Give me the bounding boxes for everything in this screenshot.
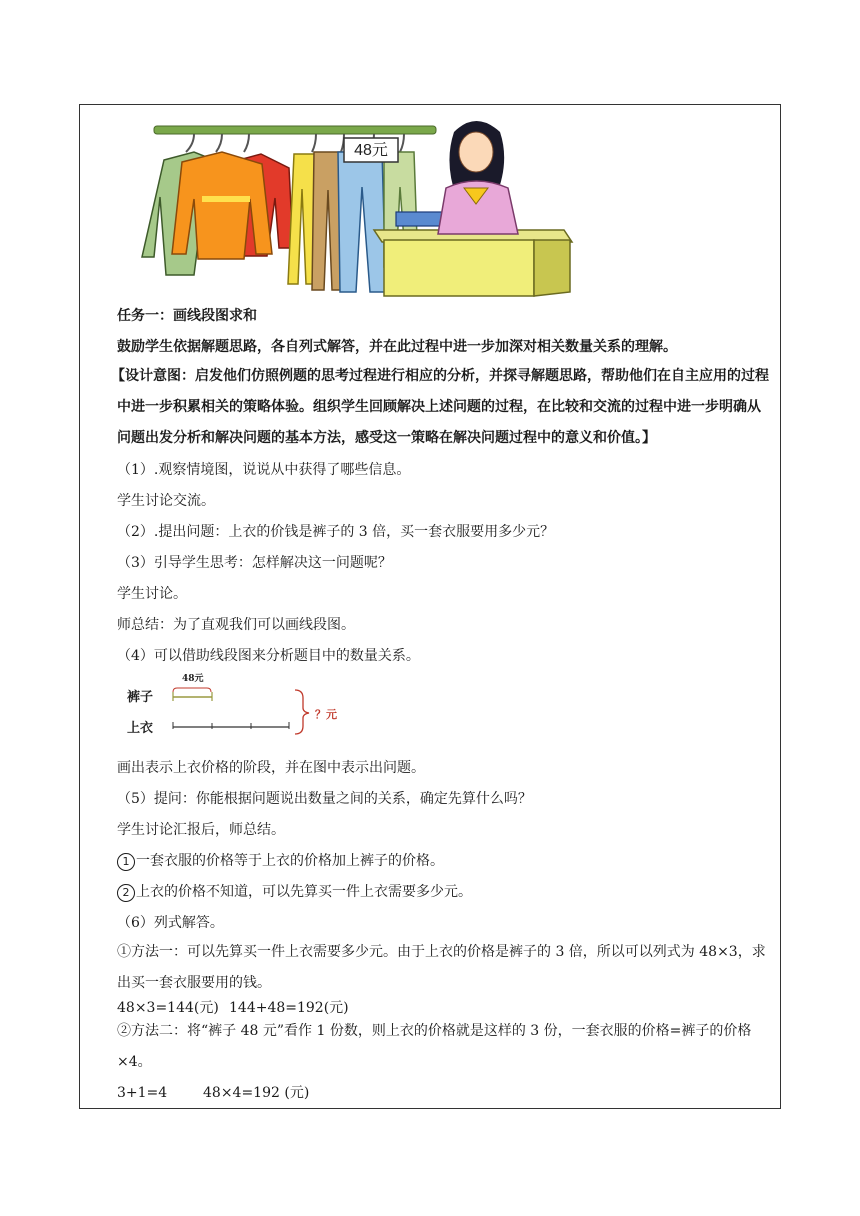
step-3: （3）引导学生思考：怎样解决这一问题呢？ [117, 555, 392, 571]
orange-coat [172, 152, 272, 259]
method-1: ①方法一：可以先算买一件上衣需要多少元。由于上衣的价格是裤子的 3 倍，所以可以列式为 48×3，求出买一套衣服要用的钱。 [117, 944, 766, 991]
step-2: （2）.提出问题：上衣的价钱是裤子的 3 倍，买一套衣服要用多少元？ [117, 524, 555, 540]
point-1-number: 1 [117, 853, 135, 871]
point-1 [117, 851, 444, 871]
point-2-text: 上衣的价格不知道，可以先算买一件上衣需要多少元。 [136, 884, 472, 900]
step-3-follow: 学生讨论。 [117, 586, 187, 602]
pants-value-label: 48元 [182, 674, 204, 684]
scene-illustration [134, 112, 580, 298]
step-4: （4）可以借助线段图来分析题目中的数量关系。 [117, 648, 420, 664]
rack-pole [154, 126, 436, 134]
design-intent: 【设计意图：启发他们仿照例题的思考过程进行相应的分析，并探寻解题思路，帮助他们在自主应用的过程中进一步积累相关的策略体验。组织学生回顾解决上述问题的过程，在比较和交流的过程中进一步明确从问题出发分析和解决问题的基本方法，感受这一策略在解决问题过程中的意义和价值。】 [111, 368, 769, 446]
point-2 [117, 882, 472, 902]
shopkeeper-face [459, 132, 493, 172]
method-1-calc-b: 144+48=192(元) [229, 1000, 349, 1016]
step-3-summary: 师总结：为了直观我们可以画线段图。 [117, 617, 355, 633]
pants-brace [173, 688, 211, 692]
method-2: ②方法二：将“裤子 48 元”看作 1 份数，则上衣的价格就是这样的 3 份，一套衣服的价格=裤子的价格×4。 [117, 1023, 752, 1070]
total-brace [295, 690, 309, 734]
step-1-follow: 学生讨论交流。 [117, 493, 215, 509]
point-2-number: 2 [117, 884, 135, 902]
price-tag-label: 48元 [354, 142, 388, 159]
draw-note: 画出表示上衣价格的阶段，并在图中表示出问题。 [117, 760, 425, 776]
line-segment-diagram [125, 668, 365, 740]
method-1-calc-a: 48×3=144(元) [117, 1000, 219, 1016]
total-question: ？元 [315, 708, 337, 721]
method-2-calc-b: 48×4=192 (元) [203, 1085, 310, 1101]
pants-label: 裤子 [127, 690, 154, 705]
step-6: （6）列式解答。 [117, 915, 224, 931]
blue-jeans [338, 152, 386, 292]
shirt-label: 上衣 [127, 721, 154, 736]
task-goal: 鼓励学生依据解题思路，各自列式解答，并在此过程中进一步加深对相关数量关系的理解。 [117, 339, 677, 355]
counter-front [384, 240, 534, 296]
step-5: （5）提问：你能根据问题说出数量之间的关系，确定先算什么吗？ [117, 791, 532, 807]
step-1: （1）.观察情境图，说说从中获得了哪些信息。 [117, 462, 411, 478]
method-2-calc-a: 3+1=4 [117, 1085, 168, 1101]
point-1-text: 一套衣服的价格等于上衣的价格加上裤子的价格。 [136, 853, 444, 869]
task-title: 任务一：画线段图求和 [117, 308, 257, 324]
step-5-follow: 学生讨论汇报后，师总结。 [117, 822, 285, 838]
